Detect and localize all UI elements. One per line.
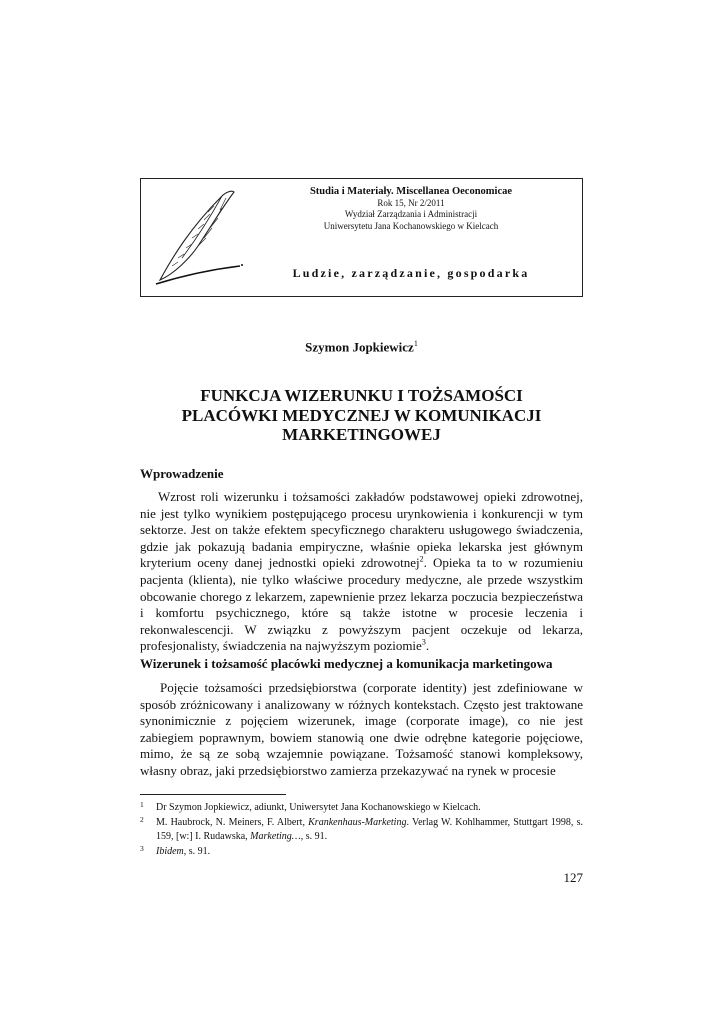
footnote-italic-title: Krankenhaus-Marketing xyxy=(308,816,407,828)
author-name: Szymon Jopkiewicz xyxy=(305,339,414,355)
title-line: MARKETINGOWEJ xyxy=(282,425,441,444)
article-author xyxy=(140,339,583,355)
footnote-2 xyxy=(140,816,583,845)
journal-title: Studia i Materiały. Miscellanea Oeconomicae xyxy=(309,186,513,197)
footnote-number: 2 xyxy=(140,814,144,824)
footnote-number: 3 xyxy=(140,843,144,853)
intro-text-1: Wzrost roli wizerunku i tożsamości zakładów podstawowej opieki zdrowotnej, nie jest tylko wynikiem postępującego procesu urynkowienia i konkurencji w tym sektorze. Jest on także efektem specyficznego charakteru usługowego świadczenia, gdzie jak pokazują badania empiryczne, właśnie opieka lekarska jest głównym kryterium oceny danej jednostki opieki zdrowotnej xyxy=(140,489,583,571)
footnote-italic-title: Ibidem xyxy=(156,845,184,857)
footnotes xyxy=(140,801,583,859)
intro-text-end: . xyxy=(425,638,430,654)
journal-series: Ludzie, zarządzanie, gospodarka xyxy=(292,266,530,280)
footnote-text: Dr Szymon Jopkiewicz, adiunkt, Uniwersytet Jana Kochanowskiego w Kielcach. xyxy=(156,802,481,813)
footnote-text: M. Haubrock, N. Meiners, F. Albert, xyxy=(156,816,309,828)
footnote-text: , s. 91. xyxy=(183,845,211,857)
footnote-1 xyxy=(140,801,583,816)
quill-feather-logo xyxy=(152,188,247,288)
footnote-ref-2: 2 xyxy=(419,555,424,565)
author-footnote-ref: 1 xyxy=(413,339,418,348)
section-heading-intro: Wprowadzenie xyxy=(140,466,224,481)
footnote-italic-title: Marketing… xyxy=(250,831,301,842)
journal-info xyxy=(250,186,572,232)
sec2-text: Pojęcie tożsamości przedsiębiorstwa (corporate identity) jest zdefiniowane w sposób zróżnicowany i analizowany w różnych kontekstach. Często jest traktowane synonimicznie z pojęciem wizerunek, image (corporate image), co nie jest zabiegiem poprawnym, bowiem stanowią one dwie odrębne kategorie pojęciowe, mimo, że są ze sobą wzajemnie powiązane. Tożsamość stanowi kompleksowy, własny obraz, jaki przedsiębiorstwo zamierza przekazywać na rynek w procesie xyxy=(140,680,583,778)
footnote-text: . Verlag W. Kohlhammer, Stuttgart 1998, s. 159, [w:] I. Rudawska, xyxy=(156,816,583,842)
title-line: PLACÓWKI MEDYCZNEJ W KOMUNIKACJI xyxy=(181,405,542,425)
journal-year: Rok 15, Nr 2/2011 xyxy=(377,197,445,208)
section-2-paragraph xyxy=(140,680,583,780)
journal-faculty: Wydział Zarządzania i Administracji xyxy=(344,209,478,219)
journal-university: Uniwersytetu Jana Kochanowskiego w Kielcach xyxy=(323,220,499,231)
title-line: FUNKCJA WIZERUNKU I TOŻSAMOŚCI xyxy=(200,386,523,405)
footnote-number: 1 xyxy=(140,800,144,809)
intro-text-2: . Opieka ta to w rozumieniu pacjenta (klienta), nie tylko właściwe procedury medyczne, ale przede wszystkim obcowanie chorego z lekarzem, zapewnienie przez lekarza poczucia bezpieczeństwa i komfortu psychicznego, które są także istotne w procesie leczenia i rekonwalescencji. W związku z powyższym pacjent oczekuje od lekarza, profesjonalisty, świadczenia na najwyższym poziomie xyxy=(140,555,583,654)
intro-paragraph xyxy=(140,489,583,655)
article-title xyxy=(140,386,583,445)
page-number: 127 xyxy=(563,870,583,885)
section-heading-2: Wizerunek i tożsamość placówki medycznej a komunikacja marketingowa xyxy=(140,656,553,671)
footnote-ref-3: 3 xyxy=(421,638,426,648)
footnote-text: , s. 91. xyxy=(300,831,328,842)
footnote-3 xyxy=(140,845,583,860)
footnote-divider xyxy=(140,794,286,795)
